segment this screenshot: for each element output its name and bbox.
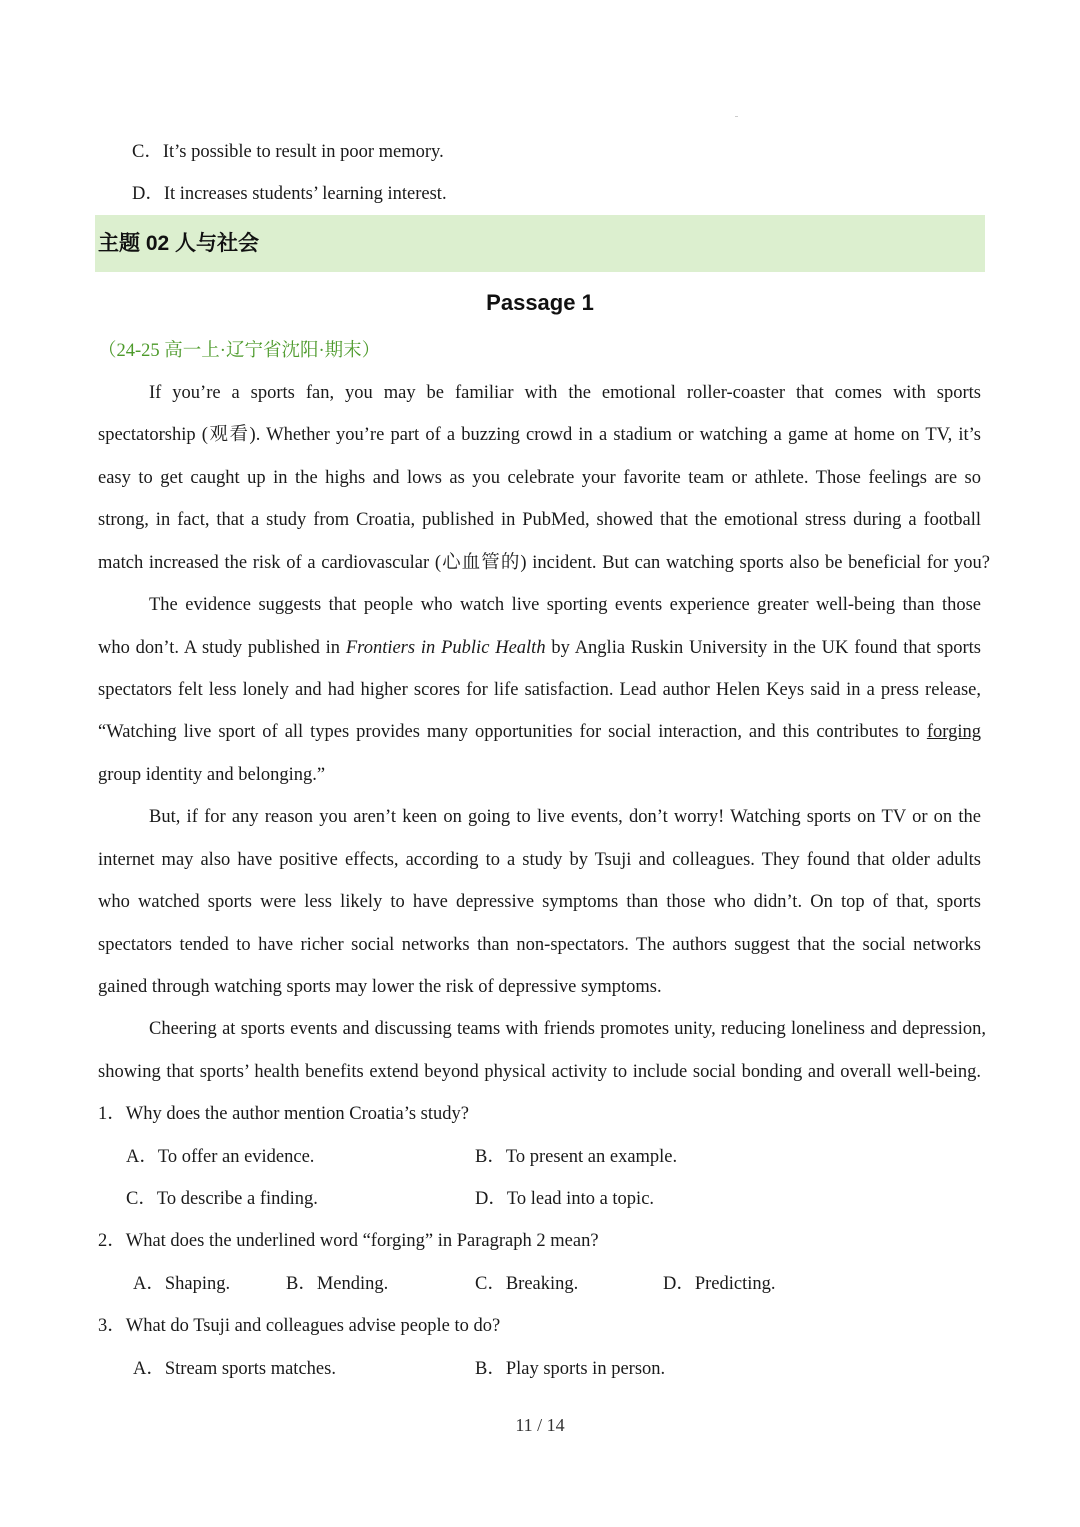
p1-line-3: easy to get caught up in the highs and lows as you celebrate your favorite team or athlete. Those feelings are so: [98, 468, 981, 488]
p3-line-5: gained through watching sports may lower the risk of depressive symptoms.: [98, 977, 662, 997]
p3-line-1: But, if for any reason you aren’t keen on going to live events, don’t worry! Watching sports on TV or on the: [149, 807, 981, 827]
option-d-prev: D．It increases students’ learning interest.: [132, 184, 447, 204]
p2-line-3: spectators felt less lonely and had higher scores for life satisfaction. Lead author Helen Keys said in a press release,: [98, 680, 981, 700]
p2-line-2-pre: who don’t. A study published in: [98, 638, 346, 658]
q1-option-b[interactable]: B．To present an example.: [475, 1147, 678, 1167]
q3-option-a[interactable]: A．Stream sports matches.: [133, 1359, 336, 1379]
q1-option-d[interactable]: D．To lead into a topic.: [475, 1189, 655, 1209]
question-3-stem: 3．What do Tsuji and colleagues advise people to do?: [98, 1316, 501, 1336]
q2-option-a[interactable]: A．Shaping.: [133, 1274, 231, 1294]
p3-line-3: who watched sports were less likely to have depressive symptoms than those who didn’t. On top of that, sports: [98, 892, 981, 912]
question-1-stem: 1．Why does the author mention Croatia’s study?: [98, 1104, 469, 1124]
p3-line-4: spectators tended to have richer social networks than non-spectators. The authors suggest that the social networks: [98, 935, 981, 955]
question-2-stem: 2．What does the underlined word “forging” in Paragraph 2 mean?: [98, 1231, 599, 1251]
q1-option-c[interactable]: C．To describe a finding.: [126, 1189, 318, 1209]
p1-line-2: spectatorship (观看). Whether you’re part of a buzzing crowd in a stadium or watching a game at home on TV, it’s: [98, 425, 981, 445]
passage-title: Passage 1: [486, 290, 594, 315]
q2-option-b[interactable]: B．Mending.: [286, 1274, 389, 1294]
p3-line-2: internet may also have positive effects, according to a study by Tsuji and colleagues. They found that older adults: [98, 850, 981, 870]
p2-line-1: The evidence suggests that people who watch live sporting events experience greater well-being than those: [149, 595, 981, 615]
p2-line-4: [98, 721, 981, 743]
p2-line-5: group identity and belonging.”: [98, 765, 326, 785]
passage-source: （24-25 高一上·辽宁省沈阳·期末）: [98, 341, 381, 361]
p2-line-2-post: by Anglia Ruskin University in the UK found that sports: [545, 638, 981, 658]
underlined-word-forging: forging: [926, 722, 981, 742]
p1-line-5: match increased the risk of a cardiovascular (心血管的) incident. But can watching sports also be beneficial for you?: [98, 553, 990, 573]
page-number: 11 / 14: [515, 1415, 565, 1435]
p4-line-2: showing that sports’ health benefits extend beyond physical activity to include social bonding and overall well-being.: [98, 1062, 981, 1082]
p2-line-2: [98, 637, 981, 659]
q3-option-b[interactable]: B．Play sports in person.: [475, 1359, 666, 1379]
journal-name: Frontiers in Public Health: [345, 638, 546, 658]
p4-line-1: Cheering at sports events and discussing teams with friends promotes unity, reducing loneliness and depression,: [149, 1019, 986, 1039]
q2-option-d[interactable]: D．Predicting.: [663, 1274, 776, 1294]
scan-speck: [735, 116, 738, 117]
q1-option-a[interactable]: A．To offer an evidence.: [126, 1147, 315, 1167]
p1-line-1: If you’re a sports fan, you may be familiar with the emotional roller-coaster that comes with sports: [149, 383, 981, 403]
q2-option-c[interactable]: C．Breaking.: [475, 1274, 579, 1294]
p2-line-4-pre: “Watching live sport of all types provides many opportunities for social interaction, and this contributes to: [98, 722, 927, 742]
p1-line-4: strong, in fact, that a study from Croatia, published in PubMed, showed that the emotional stress during a football: [98, 510, 981, 530]
option-c-prev: C．It’s possible to result in poor memory.: [132, 142, 444, 162]
section-title: 主题 02 人与社会: [98, 232, 260, 255]
